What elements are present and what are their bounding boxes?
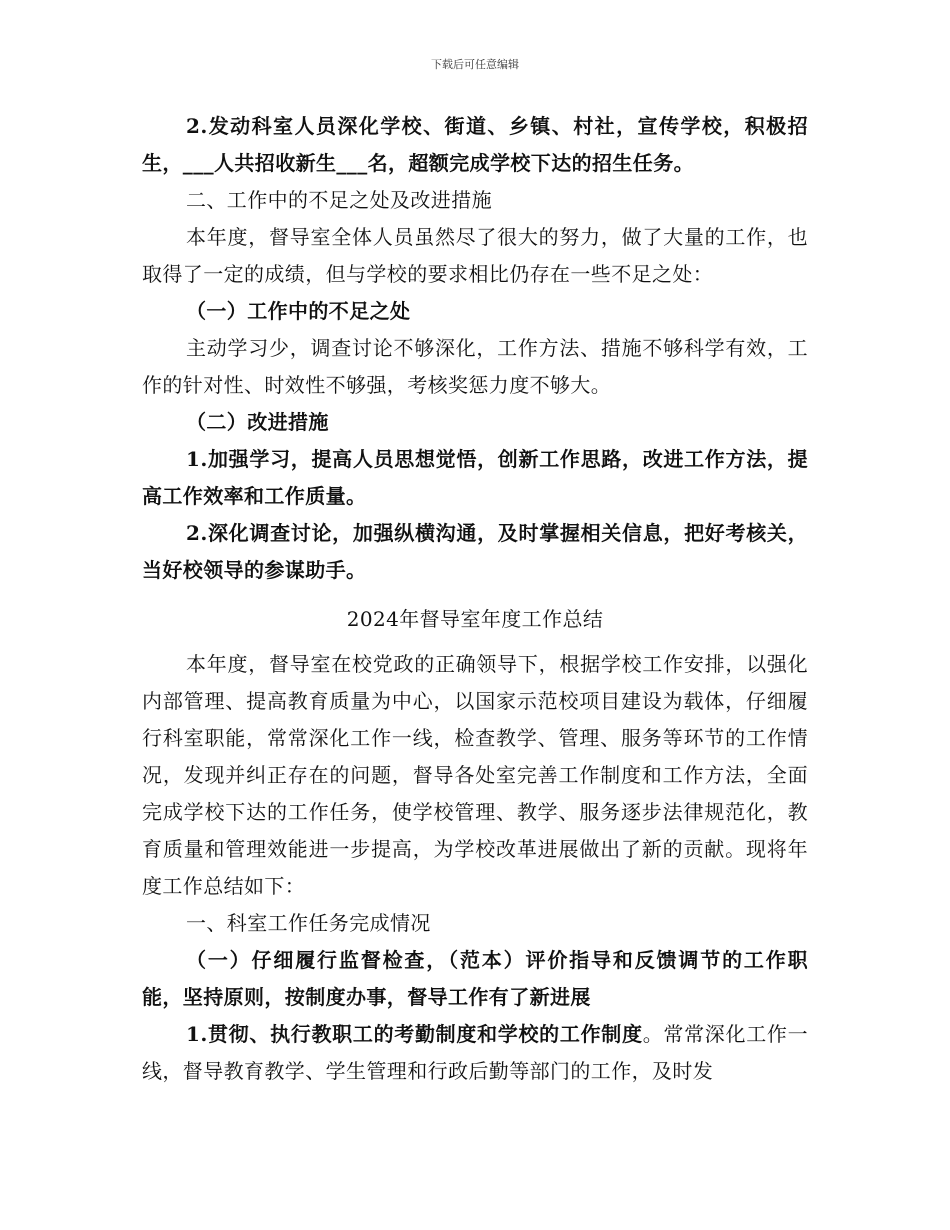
paragraph-attendance <box>142 1016 808 1090</box>
paragraph-annual-intro: 本年度，督导室在校党政的正确领导下，根据学校工作安排，以强化内部管理、提高教育质量为中心，以国家示范校项目建设为载体，仔细履行科室职能，常常深化工作一线，检查教学、管理、服务等环节的工作情况，发现并纠正存在的问题，督导各处室完善工作制度和工作方法，全面完成学校下达的工作任务，使学校管理、教学、服务逐步法律规范化，教育质量和管理效能进一步提高，为学校改革进展做出了新的贡献。现将年度工作总结如下： <box>142 652 808 898</box>
subheading-improvements: （二）改进措施 <box>186 410 329 434</box>
heading-shortcomings: 二、工作中的不足之处及改进措施 <box>186 188 492 212</box>
heading-task-completion: 一、科室工作任务完成情况 <box>186 911 431 935</box>
paragraph-improvement-1: 1.加强学习，提高人员思想觉悟，创新工作思路，改进工作方法，提高工作效率和工作质量。 <box>142 447 808 508</box>
subheading-supervision: （一）仔细履行监督检查，（范本）评价指导和反馈调节的工作职能，坚持原则，按制度办事，督导工作有了新进展 <box>142 948 808 1009</box>
paragraph-shortcomings-intro: 本年度，督导室全体人员虽然尽了很大的努力，做了大量的工作，也取得了一定的成绩，但与学校的要求相比仍存在一些不足之处： <box>142 225 808 286</box>
attendance-bold-lead: 1.贯彻、执行教职工的考勤制度和学校的工作制度 <box>186 1022 643 1046</box>
document-body <box>142 108 808 1090</box>
section-title: 2024年督导室年度工作总结 <box>346 607 604 631</box>
paragraph-improvement-2: 2.深化调查讨论，加强纵横沟通，及时掌握相关信息，把好考核关，当好校领导的参谋助手。 <box>142 521 808 582</box>
subheading-shortcomings: （一）工作中的不足之处 <box>186 299 411 323</box>
paragraph-recruitment: 2.发动科室人员深化学校、街道、乡镇、村社，宣传学校，积极招生，___人共招收新生___名，超额完成学校下达的招生任务。 <box>142 114 808 175</box>
header-note: 下载后可任意编辑 <box>431 58 519 71</box>
paragraph-shortcomings-detail: 主动学习少，调查讨论不够深化，工作方法、措施不够科学有效，工作的针对性、时效性不够强，考核奖惩力度不够大。 <box>142 336 808 397</box>
attendance-body-text: 。常常深化工作一线，督导教育教学、学生管理和行政后勤等部门的工作，及时发 <box>142 1022 808 1083</box>
